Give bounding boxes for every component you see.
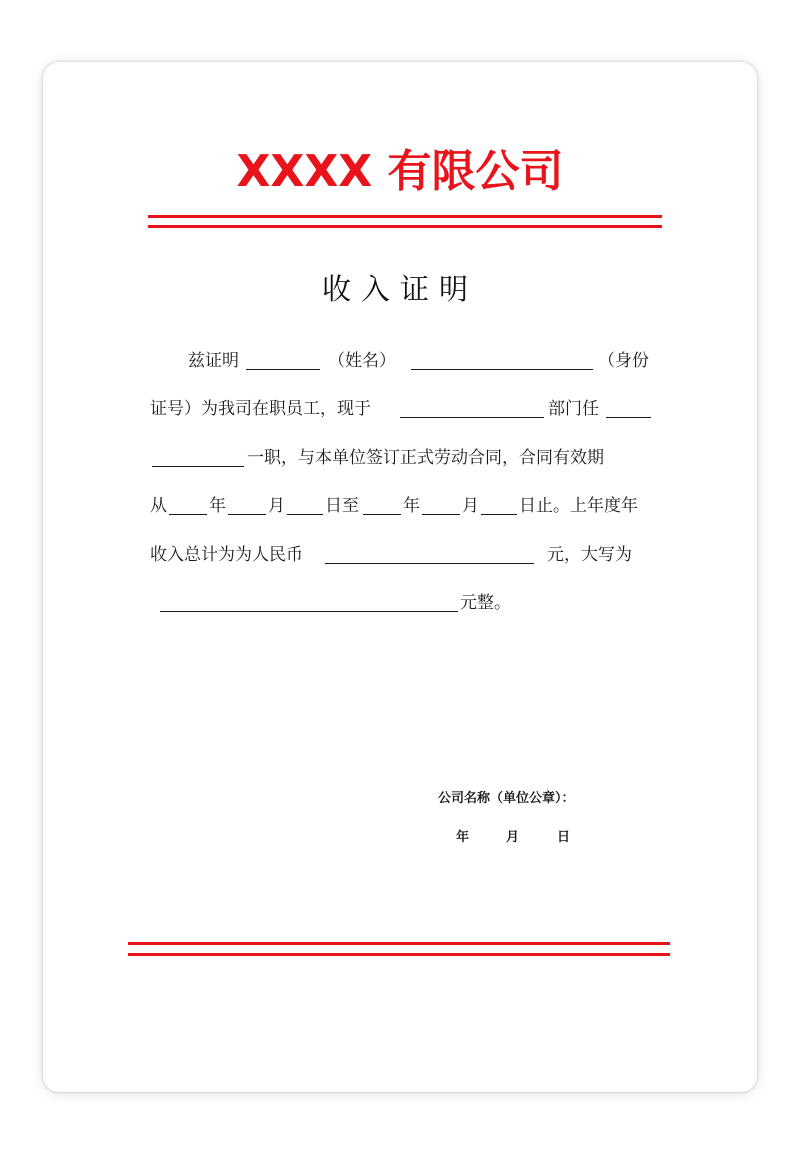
- header-rule-bottom: [148, 225, 662, 228]
- text-segment: 从: [150, 496, 167, 516]
- name-blank: [246, 369, 320, 370]
- sign-year-label: 年: [456, 830, 470, 845]
- footer-rule-bottom: [128, 953, 670, 956]
- income-words-blank: [160, 611, 458, 612]
- company-name: XXXX 有限公司: [236, 146, 564, 197]
- department-blank: [400, 417, 544, 418]
- text-segment: 日止。上年度年: [519, 496, 638, 516]
- text-segment: （姓名）: [328, 351, 396, 371]
- end-year-blank: [363, 514, 401, 515]
- start-year-blank: [169, 514, 207, 515]
- sign-month-label: 月: [506, 830, 520, 845]
- end-month-blank: [422, 514, 460, 515]
- start-month-blank: [228, 514, 266, 515]
- text-segment: 元，大写为: [547, 545, 632, 565]
- footer-rule-top: [128, 942, 670, 945]
- company-seal-label: 公司名称（单位公章）：: [438, 791, 575, 806]
- text-segment: 部门任: [548, 399, 599, 419]
- end-day-blank: [481, 514, 517, 515]
- text-segment: 证号）为我司在职员工，现于: [150, 399, 371, 419]
- document-title: 收入证明: [321, 272, 478, 306]
- text-segment: 收入总计为为人民币: [150, 545, 303, 565]
- text-segment: 元整。: [460, 593, 511, 613]
- text-segment: 一职，与本单位签订正式劳动合同，合同有效期: [247, 448, 604, 468]
- position-blank-start: [606, 417, 651, 418]
- sign-day-label: 日: [557, 830, 571, 845]
- text-segment: 年: [209, 496, 226, 516]
- text-segment: 月: [268, 496, 285, 516]
- income-amount-blank: [325, 563, 534, 564]
- text-segment: 兹证明: [188, 351, 239, 371]
- text-segment: （身份: [598, 351, 649, 371]
- start-day-blank: [287, 514, 323, 515]
- position-blank-end: [152, 466, 244, 467]
- text-segment: 月: [462, 496, 479, 516]
- text-segment: 日至: [325, 496, 359, 516]
- id-number-blank: [411, 369, 593, 370]
- header-rule-top: [148, 215, 662, 218]
- text-segment: 年: [403, 496, 420, 516]
